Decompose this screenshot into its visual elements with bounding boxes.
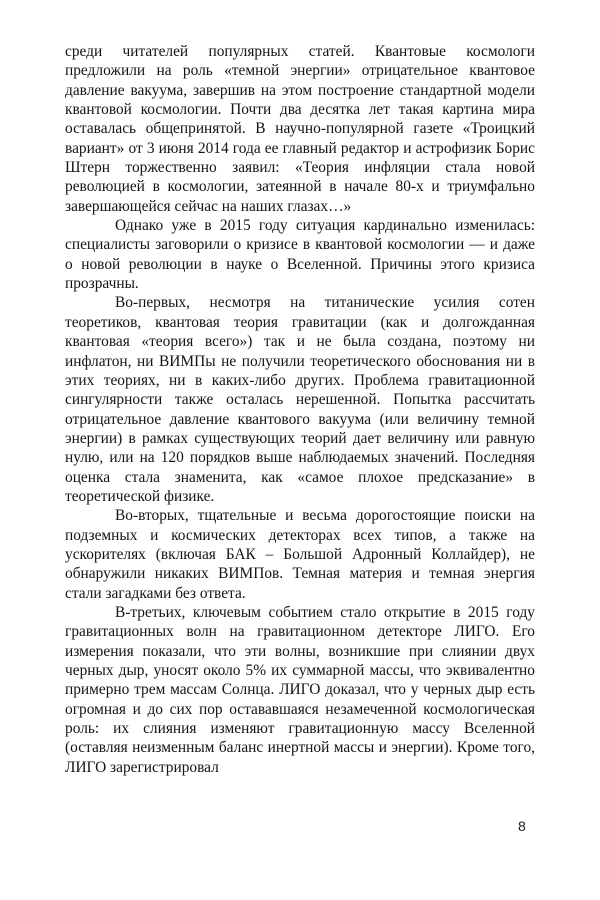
paragraph-2: Однако уже в 2015 году ситуация кардинально изменилась: специалисты заговорили о кризисе в квантовой космологии — и даже о новой революции в науке о Вселенной. Причины этого кризиса прозрачны. (65, 217, 535, 293)
paragraph-3: Во-первых, несмотря на титанические усилия сотен теоретиков, квантовая теория гравитации (как и долгожданная квантовая «теория всего») так и не была создана, поэтому ни инфлатон, ни ВИМПы не получили теоретического обоснования ни в этих теориях, ни в каких-либо других. Проблема гравитационной сингулярности также осталась нерешенной. Попытка рассчитать отрицательное давление квантового вакуума (или величину темной энергии) в рамках существующих теорий дает величину или равную нулю, или на 120 порядков выше наблюдаемых значений. Последняя оценка стала знаменита, как «самое плохое предсказание» в теоретической физике. (65, 294, 535, 505)
page-body (65, 42, 535, 777)
page-number: 8 (518, 818, 526, 834)
paragraph-4: Во-вторых, тщательные и весьма дорогостоящие поиски на подземных и космических детекторах всех типов, а также на ускорителях (включая БАК – Большой Адронный Коллайдер), не обнаружили никаких ВИМПов. Темная материя и темная энергия стали загадками без ответа. (65, 507, 535, 602)
paragraph-5: В-третьих, ключевым событием стало открытие в 2015 году гравитационных волн на гравитационном детекторе ЛИГО. Его измерения показали, что эти волны, возникшие при слиянии двух черных дыр, уносят около 5% их суммарной массы, что эквивалентно примерно трем массам Солнца. ЛИГО доказал, что у черных дыр есть огромная и до сих пор остававшаяся незамеченной космологическая роль: их слияния изменяют гравитационную массу Вселенной (оставляя неизменным баланс инертной массы и энергии). Кроме того, ЛИГО зарегистрировал (65, 603, 535, 776)
paragraph-1: среди читателей популярных статей. Квантовые космологи предложили на роль «темной энергии» отрицательное квантовое давление вакуума, завершив на этом построение стандартной модели квантовой космологии. Почти два десятка лет такая картина мира оставалась общепринятой. В научно-популярной газете «Троицкий вариант» от 3 июня 2014 года ее главный редактор и астрофизик Борис Штерн торжественно заявил: «Теория инфляции стала новой революцией в космологии, затеянной в начале 80-х и триумфально завершающейся сейчас на наших глазах…» (65, 43, 535, 215)
